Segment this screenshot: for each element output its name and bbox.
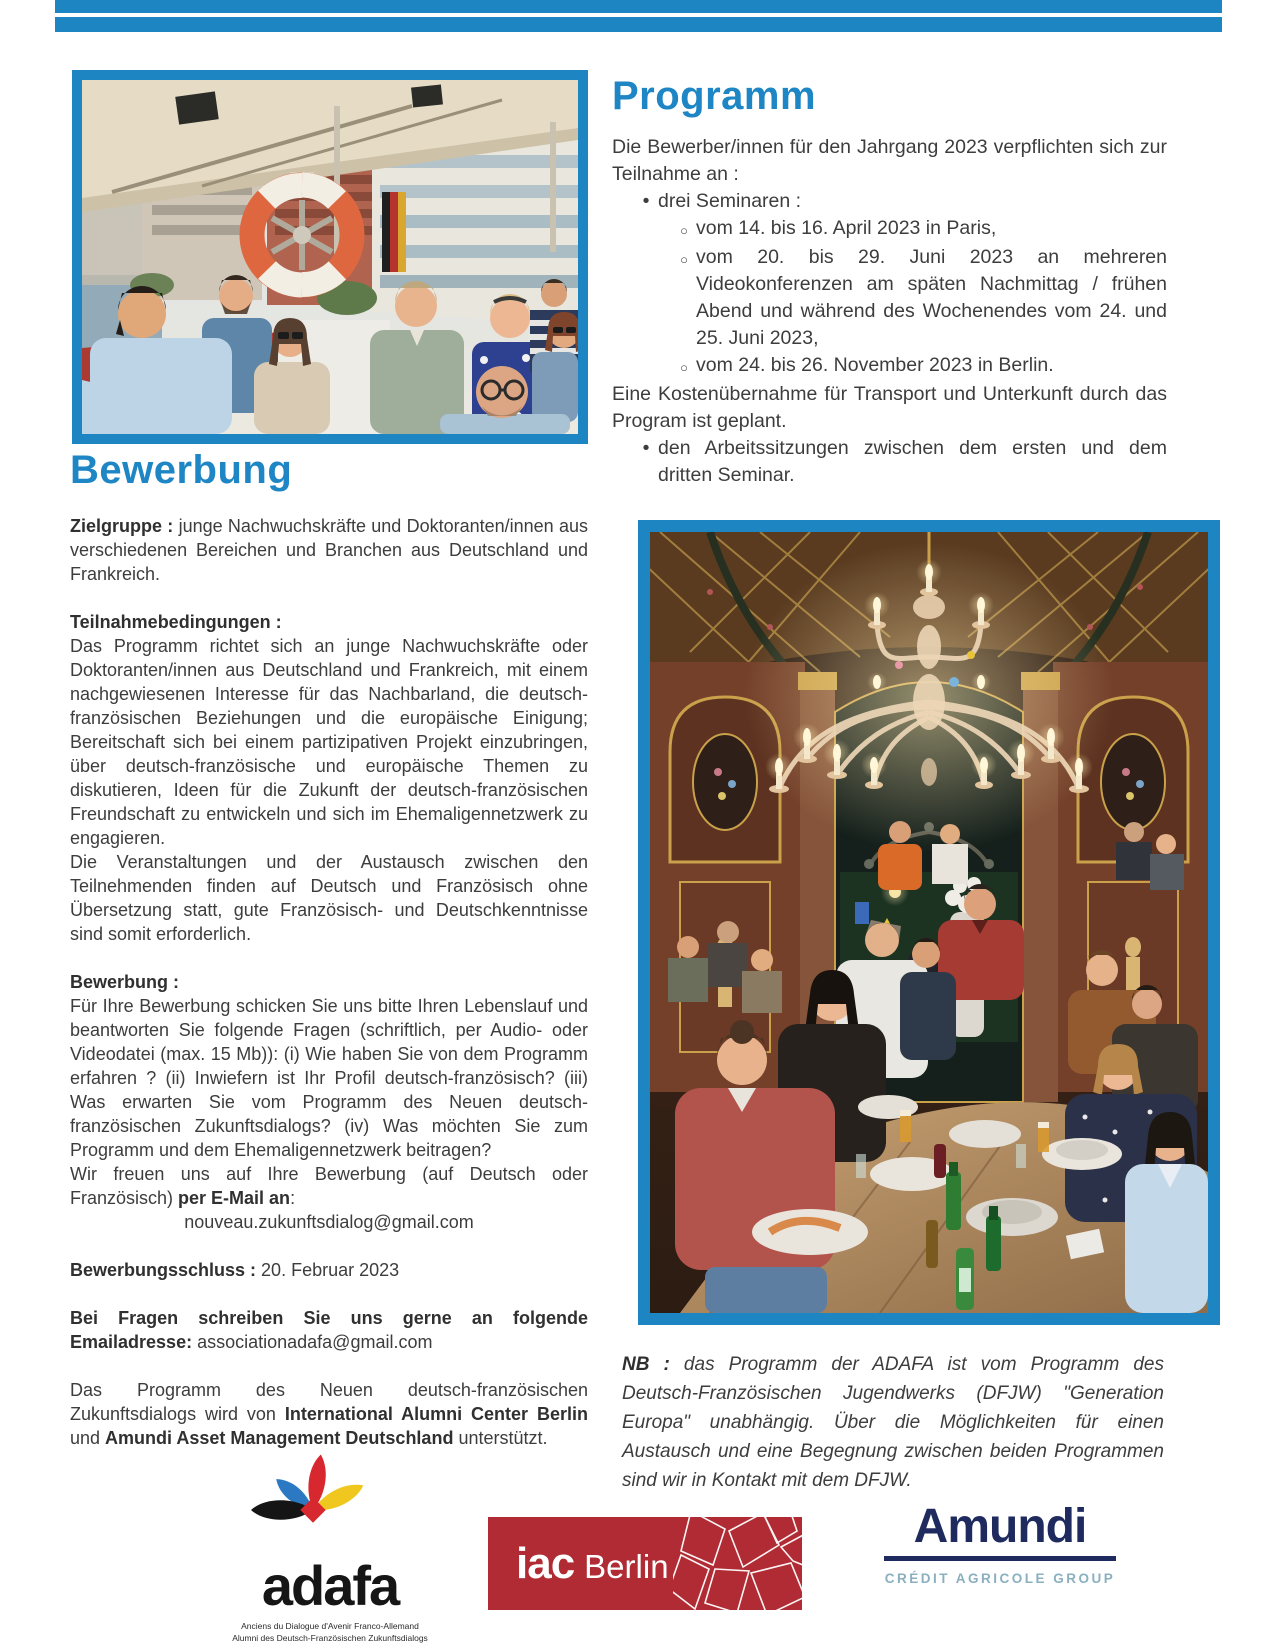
german-flag-icon	[382, 192, 406, 272]
apply-email-lead: Wir freuen uns auf Ihre Bewerbung (auf Deutsch oder Französisch) per E-Mail an:	[70, 1164, 588, 1208]
adafa-logo	[225, 1448, 435, 1644]
program-intro: Die Bewerber/innen für den Jahrgang 2023 verpflichten sich zur Teilnahme an :	[612, 136, 1167, 185]
adafa-wordmark: adafa	[261, 1554, 399, 1617]
program-bullet-sessions: • den Arbeitssitzungen zwischen dem ersten und dem dritten Seminar.	[612, 435, 1167, 489]
bullet-circle-icon: ○	[680, 360, 688, 375]
nb-note: NB : das Programm der ADAFA ist vom Programm des Deutsch-Französischen Jugendwerks (DFJW) "Generation Europa" unabhängig. Über die Möglichkeiten für einen Austausch und eine Begegnung zwischen beiden Programmen sind wir in Kontakt mit dem DFJW.	[622, 1354, 1164, 1491]
program-title: Programm	[612, 74, 817, 118]
seminar-date-item: ○ vom 24. bis 26. November 2023 in Berlin.	[612, 352, 1167, 381]
conditions-paragraph-1: Das Programm richtet sich an junge Nachwuchskräfte oder Doktoranten/innen aus Deutschland und Frankreich, mit einem nachgewiesenen Interesse für das Nachbarland, die deutsch-französischen Beziehungen und die europäische Einigung; Bereitschaft sich bei einem partizipativen Projekt einzubringen, über deutsch-französische und europäische Themen zu diskutieren, Ideen für die Zukunft der deutsch-französischen Freundschaft zu entwickeln und sich im Ehemaligennetzwerk zu engagieren.	[70, 636, 588, 848]
iac-wordmark: iac Berlin	[516, 1538, 669, 1588]
program-section	[612, 134, 1167, 489]
application-title: Bewerbung	[70, 448, 293, 492]
dinner-photo-illustration	[650, 532, 1208, 1313]
program-cost-note: Eine Kostenübernahme für Transport und Unterkunft durch das Program ist geplant.	[612, 383, 1167, 432]
apply-paragraph: Für Ihre Bewerbung schicken Sie uns bitte Ihren Lebenslauf und beantworten Sie folgende Fragen (schriftlich, per Audio- oder Videodatei (max. 15 Mb)): (i) Wie haben Sie von dem Programm erfahren ? (ii) Inwiefern ist Ihr Profil deutsch-französisch? (iii) Was erwarten Sie vom Programm des Neuen deutsch-französischen Zukunftsdialogs? (iv) Was möchten Sie zum Programm und dem Ehemaligennetzwerk beitragen?	[70, 996, 588, 1160]
target-group-paragraph: Zielgruppe : junge Nachwuchskräfte und Doktoranten/innen aus verschiedenen Bereichen und Branchen aus Deutschland und Frankreich.	[70, 516, 589, 584]
target-group-label: Zielgruppe	[70, 516, 163, 536]
adafa-subline-2: Alumni des Deutsch-Französischen Zukunftsdialogs	[232, 1633, 428, 1643]
bullet-dot-icon: •	[642, 190, 650, 212]
dinner-group-photo	[638, 520, 1220, 1325]
bullet-circle-icon: ○	[680, 223, 688, 238]
iac-pattern-icon	[673, 1517, 802, 1610]
support-paragraph: Das Programm des Neuen deutsch-französischen Zukunftsdialogs wird von International Alumni Center Berlin und Amundi Asset Management Deutschland unterstützt.	[70, 1380, 588, 1448]
amundi-wordmark: Amundi	[913, 1500, 1087, 1553]
contact-line: Bei Fragen schreiben Sie uns gerne an folgende Emailadresse: associationadafa@gmail.com	[70, 1308, 588, 1352]
program-bullet-seminars: • drei Seminaren :	[612, 188, 1167, 215]
amundi-subline: CRÉDIT AGRICOLE GROUP	[884, 1571, 1116, 1586]
apply-heading: Bewerbung :	[70, 972, 180, 992]
application-email: nouveau.zukunftsdialog@gmail.com	[184, 1212, 474, 1232]
top-bar-1	[55, 0, 1222, 13]
bullet-circle-icon: ○	[680, 252, 688, 267]
application-section	[70, 514, 588, 1450]
top-bar-2	[55, 17, 1222, 32]
boat-photo-illustration	[82, 80, 578, 434]
bullet-dot-icon: •	[642, 437, 650, 459]
amundi-underline	[884, 1556, 1116, 1561]
boat-group-photo	[72, 70, 588, 444]
seminar-date-item: ○ vom 14. bis 16. April 2023 in Paris,	[612, 215, 1167, 244]
seminar-date-item: ○ vom 20. bis 29. Juni 2023 an mehreren Videokonferenzen am späten Nachmittag / frühen Abend und während des Wochenendes vom 24. und 25. Juni 2023,	[612, 244, 1167, 352]
iac-berlin-logo	[488, 1517, 802, 1610]
amundi-logo	[872, 1502, 1128, 1586]
conditions-paragraph-2: Die Veranstaltungen und der Austausch zwischen den Teilnehmenden finden auf Deutsch und Französisch ohne Übersetzung statt, gute Französisch- und Deutschkenntnisse sind somit erforderlich.	[70, 852, 588, 944]
deadline-line: Bewerbungsschluss : 20. Februar 2023	[70, 1260, 400, 1280]
adafa-flower-icon	[225, 1448, 435, 1560]
adafa-subline-1: Anciens du Dialogue d'Avenir Franco-Allemand	[241, 1621, 419, 1631]
conditions-heading: Teilnahmebedingungen :	[70, 612, 282, 632]
nb-label: NB :	[622, 1354, 670, 1375]
